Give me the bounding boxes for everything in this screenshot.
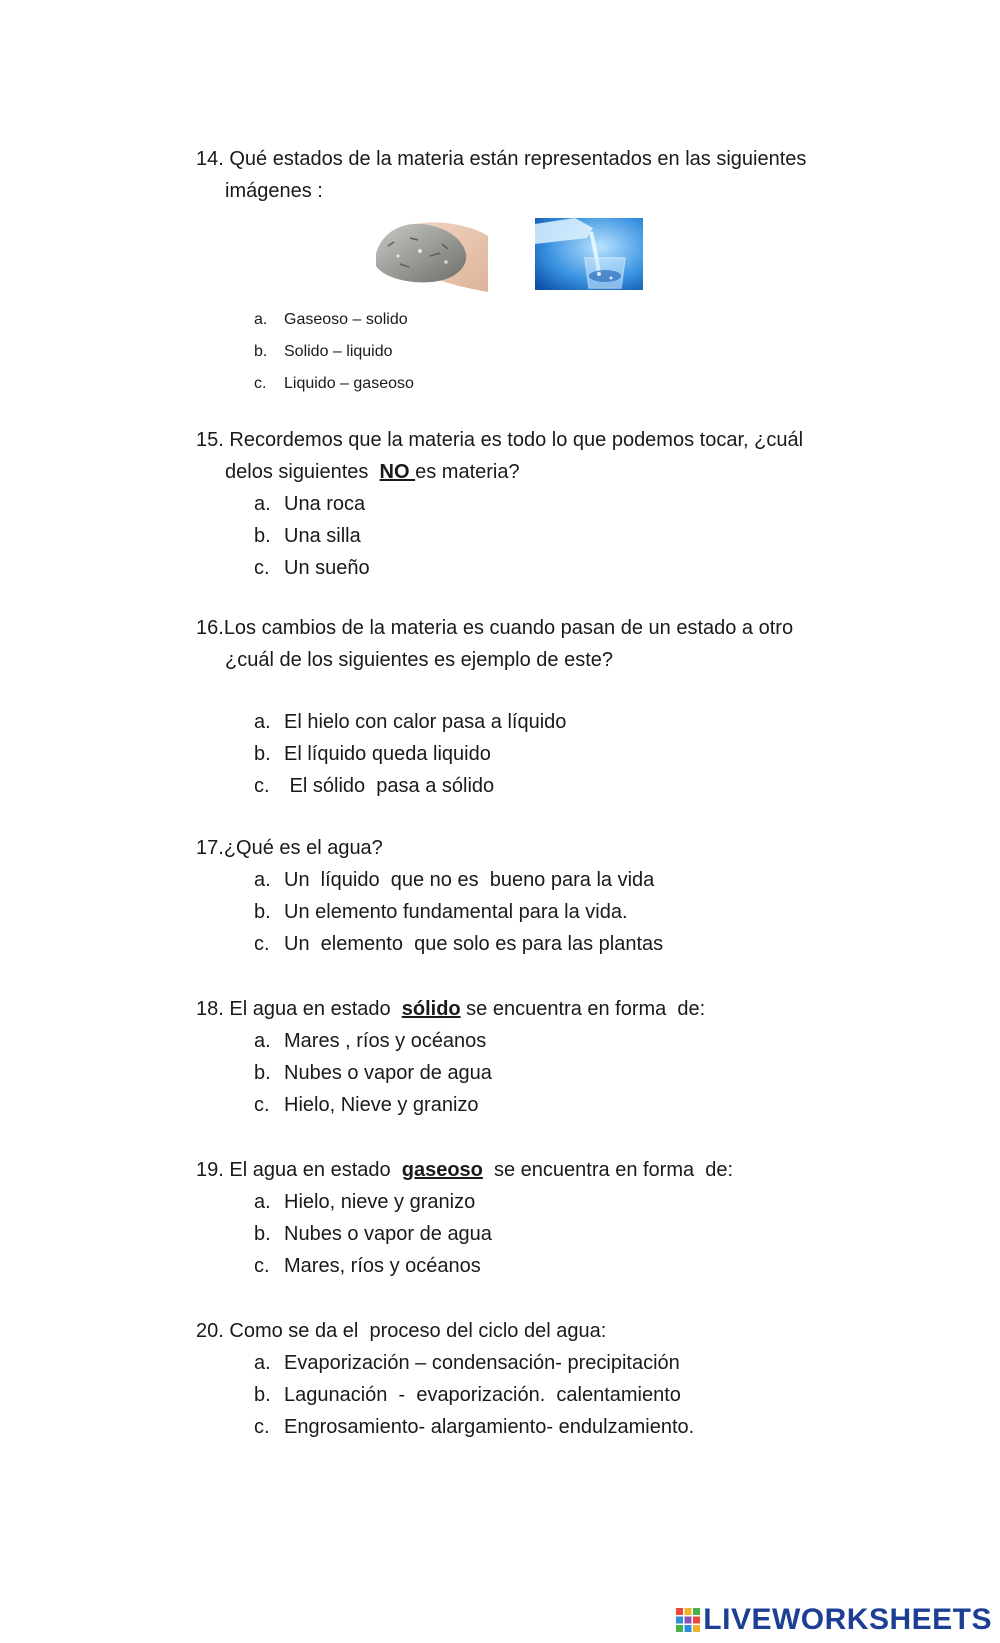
question-stem-continued: ¿cuál de los siguientes es ejemplo de este? — [225, 649, 614, 671]
option-text: Gaseoso – solido — [284, 311, 408, 328]
option-text: El hielo con calor pasa a líquido — [284, 711, 567, 733]
option-a[interactable] — [196, 1347, 896, 1379]
option-letter: c. — [254, 1255, 270, 1277]
question-14-options — [196, 304, 414, 400]
question-16-options — [196, 706, 896, 802]
question-18-options — [196, 1025, 896, 1121]
option-text: Mares , ríos y océanos — [284, 1030, 487, 1052]
stem-text: se encuentra en forma de: — [460, 998, 706, 1020]
question-number: 19. — [196, 1159, 224, 1181]
liveworksheets-brand[interactable] — [675, 1603, 992, 1637]
option-text: Liquido – gaseoso — [284, 375, 414, 392]
option-c[interactable] — [196, 1411, 896, 1443]
stem-emphasis: gaseoso — [401, 1159, 483, 1181]
option-a[interactable] — [196, 706, 896, 738]
stem-text: es materia? — [415, 461, 520, 483]
stem-emphasis: sólido — [401, 998, 461, 1020]
option-letter: b. — [254, 343, 268, 360]
option-a[interactable] — [196, 304, 414, 336]
option-a[interactable] — [196, 488, 896, 520]
question-17-options — [196, 864, 896, 960]
option-text: El líquido queda liquido — [284, 743, 491, 765]
stem-text: El agua en estado — [229, 1159, 402, 1181]
stem-text: El agua en estado — [229, 998, 402, 1020]
option-letter: a. — [254, 493, 271, 515]
stem-text: delos siguientes — [225, 461, 380, 483]
option-text: Nubes o vapor de agua — [284, 1062, 492, 1084]
option-letter: a. — [254, 311, 268, 328]
option-text: Hielo, Nieve y granizo — [284, 1094, 479, 1116]
question-15-options — [196, 488, 896, 584]
option-letter: a. — [254, 1352, 271, 1374]
option-text: Un elemento que solo es para las plantas — [284, 933, 664, 955]
question-15 — [196, 424, 896, 584]
brand-name: LIVEWORKSHEETS — [703, 1603, 992, 1636]
option-text: Un elemento fundamental para la vida. — [284, 901, 628, 923]
option-c[interactable] — [196, 368, 414, 400]
option-letter: b. — [254, 525, 271, 547]
question-stem-continued: imágenes : — [225, 180, 323, 202]
question-stem: Como se da el proceso del ciclo del agua: — [229, 1320, 607, 1342]
option-c[interactable] — [196, 770, 896, 802]
option-letter: c. — [254, 557, 270, 579]
option-c[interactable] — [196, 928, 896, 960]
option-b[interactable] — [196, 336, 414, 368]
option-letter: c. — [254, 1094, 270, 1116]
option-a[interactable] — [196, 864, 896, 896]
option-text: Nubes o vapor de agua — [284, 1223, 492, 1245]
option-text: Evaporización – condensación- precipitación — [284, 1352, 680, 1374]
question-17 — [196, 832, 896, 960]
stem-text: se encuentra en forma de: — [482, 1159, 734, 1181]
option-b[interactable] — [196, 738, 896, 770]
question-stem: Qué estados de la materia están representados en las siguientes — [229, 148, 807, 170]
water-pouring-glass-image — [535, 218, 643, 290]
option-letter: a. — [254, 1030, 271, 1052]
question-number: 20. — [196, 1320, 224, 1342]
question-20 — [196, 1315, 896, 1443]
option-b[interactable] — [196, 1218, 896, 1250]
option-a[interactable] — [196, 1025, 896, 1057]
option-letter: b. — [254, 901, 271, 923]
question-16 — [196, 612, 896, 802]
option-b[interactable] — [196, 1379, 896, 1411]
question-number: 14. — [196, 148, 224, 170]
option-letter: c. — [254, 775, 270, 797]
option-b[interactable] — [196, 896, 896, 928]
option-text: Un líquido que no es bueno para la vida — [284, 869, 655, 891]
option-text: Una roca — [284, 493, 366, 515]
option-letter: a. — [254, 711, 271, 733]
option-letter: c. — [254, 933, 270, 955]
option-b[interactable] — [196, 520, 896, 552]
question-stem: Los cambios de la materia es cuando pasan de un estado a otro — [223, 617, 794, 639]
option-a[interactable] — [196, 1186, 896, 1218]
option-text: Engrosamiento- alargamiento- endulzamiento. — [284, 1416, 695, 1438]
question-20-options — [196, 1347, 896, 1443]
option-b[interactable] — [196, 1057, 896, 1089]
option-letter: c. — [254, 375, 267, 392]
stem-emphasis: NO — [379, 461, 416, 483]
question-14 — [196, 143, 896, 207]
question-number: 17. — [196, 837, 224, 859]
question-stem: ¿Qué es el agua? — [223, 837, 383, 859]
question-stem-continued — [196, 456, 896, 488]
rock-in-hand-image — [370, 216, 488, 292]
option-letter: b. — [254, 1384, 271, 1406]
option-letter: c. — [254, 1416, 270, 1438]
option-text: Una silla — [284, 525, 361, 547]
option-c[interactable] — [196, 1250, 896, 1282]
question-number: 15. — [196, 429, 224, 451]
option-letter: b. — [254, 1223, 271, 1245]
option-c[interactable] — [196, 552, 896, 584]
liveworksheets-logo-icon — [675, 1607, 701, 1633]
option-text: Solido – liquido — [284, 343, 393, 360]
question-stem: Recordemos que la materia es todo lo que podemos tocar, ¿cuál — [229, 429, 804, 451]
option-text: Un sueño — [284, 557, 370, 579]
option-letter: b. — [254, 1062, 271, 1084]
option-letter: b. — [254, 743, 271, 765]
option-letter: a. — [254, 1191, 271, 1213]
question-19 — [196, 1154, 896, 1282]
question-19-options — [196, 1186, 896, 1282]
question-number: 18. — [196, 998, 224, 1020]
option-letter: a. — [254, 869, 271, 891]
option-text: Lagunación - evaporización. calentamiento — [284, 1384, 681, 1406]
question-number: 16. — [196, 617, 224, 639]
option-text: Mares, ríos y océanos — [284, 1255, 481, 1277]
option-text: El sólido pasa a sólido — [284, 775, 495, 797]
question-18 — [196, 993, 896, 1121]
option-c[interactable] — [196, 1089, 896, 1121]
option-text: Hielo, nieve y granizo — [284, 1191, 476, 1213]
